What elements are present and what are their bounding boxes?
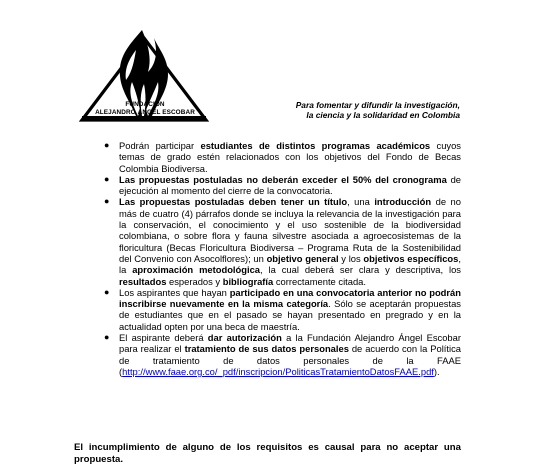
bold-text: bibliografía [222,275,274,287]
list-item [104,140,461,174]
policy-link[interactable]: http://www.faae.org.co/_pdf/inscripcion/PoliticasTratamientoDatosFAAE.pdf [122,365,434,377]
text-run: de no más de cuatro (4) párrafos donde se incluya la relevancia de la investigación para la conservación, el conocimiento y el uso sostenible de la biodiversidad colombiana, o sobre flora y fauna silvestre asociada a agroecosistemas de la floricultura (Becas Floricultura Biodiversa – Programa Ruta de la Sostenibilidad del Convenio con Asocolflores); un [119,196,461,264]
list-item [104,173,461,197]
org-line-2: ALEJANDRO ÁNGEL ESCOBAR [95,108,195,116]
list-item [104,196,461,287]
text-run: ). [433,365,440,377]
text-run: y los [338,252,364,264]
bold-text: resultados [119,275,167,287]
text-run: , la [119,252,461,276]
bold-text: objetivos específicos [363,252,459,264]
list-item [104,332,461,377]
bold-text: participado en una convocatoria anterior no podrán inscribirse nuevamente en la misma categoría [119,286,461,310]
bullet-icon: ● [104,332,110,343]
bold-text: aproximación metodológica [132,264,261,276]
list-item [104,286,461,332]
org-line-1: FUNDACIÓN [125,101,165,108]
text-run: Podrán participar [119,140,201,151]
text-run: esperados y [166,275,223,287]
bold-text: dar autorización [207,332,282,344]
text-run: , una [347,196,375,208]
text-run: . Sólo se aceptarán propuestas de estudiantes que en el pasado se hayan presentado en pregrado y en la actualidad opten por una beca de maestría. [119,298,461,332]
text-run: Los aspirantes que hayan [119,286,230,298]
bold-text: estudiantes de distintos programas académicos [200,140,431,151]
bullet-icon: ● [104,286,110,297]
requirements-list [104,140,461,377]
text-run: a la Fundación Alejandro Ángel Escobar para realizar el [119,332,461,355]
tagline-line-1: Para fomentar y difundir la investigación, [295,100,460,110]
bold-text: introducción [374,196,432,208]
footer-note: El incumplimiento de alguno de los requisitos es causal para no aceptar una propuesta. [74,442,461,465]
text-run: de ejecución al momento del cierre de la convocatoria. [119,173,461,197]
bold-text: objetivo general [266,252,339,264]
bold-text: Las propuestas postuladas deben tener un título [119,196,348,208]
bold-text: tratamiento de sus datos personales [184,343,349,355]
organization-name [60,101,230,116]
bullet-icon: ● [104,140,110,150]
text-run: cuyos temas de grado estén relacionados con los objetivos del Fondo de Becas Colombia Biodiversa. [119,140,461,174]
tagline-line-2: la ciencia y la solidaridad en Colombia [306,110,460,120]
tagline [290,100,460,120]
text-run: , la cual deberá ser clara y descriptiva, los [260,264,461,276]
bold-text: Las propuestas postuladas no deberán exceder el 50% del cronograma [119,173,447,185]
text-run: correctamente citada. [273,275,367,287]
text-run: de acuerdo con la Política de tratamiento de datos personales de la FAAE ( [119,343,461,377]
bullet-icon: ● [104,173,110,184]
bullet-icon: ● [104,196,110,207]
text-run: El aspirante deberá [119,332,208,344]
